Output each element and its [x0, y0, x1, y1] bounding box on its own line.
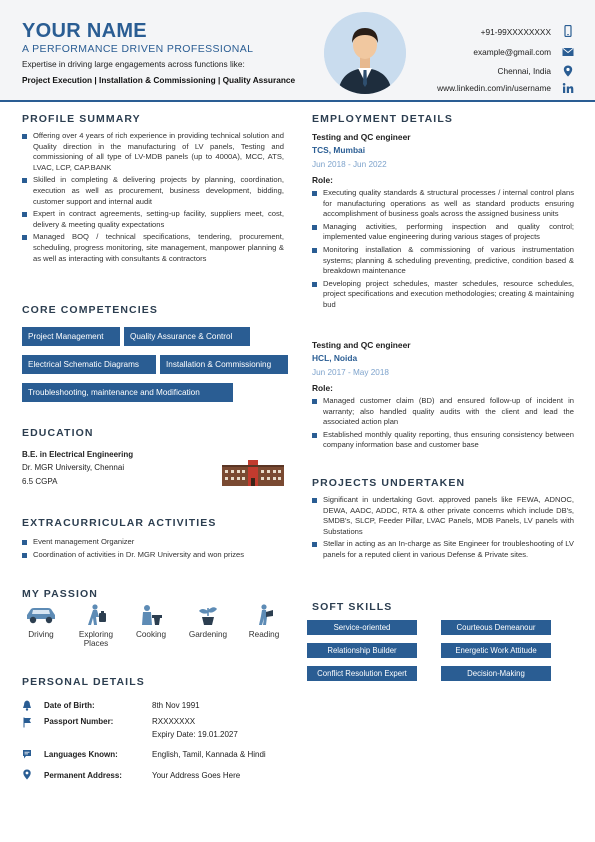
candidate-name: YOUR NAME [22, 20, 147, 42]
key-functions: Project Execution | Installation & Commissioning | Quality Assurance [22, 75, 296, 85]
contact-phone[interactable]: +91-99XXXXXXXX [480, 27, 551, 37]
list-item: Offering over 4 years of rich experience in providing technical solution and Quality direction in the manufacturing of LV panels, Testing and commissioning of all type of LV-MDB panels (up to 4000A), MCC, ATS, LVAC, LCP, CAP.BANK [22, 131, 284, 173]
job-role-label: Role: [312, 383, 333, 393]
job-dates: Jun 2018 - Jun 2022 [312, 160, 387, 169]
passion-gardening [183, 604, 233, 639]
degree: B.E. in Electrical Engineering [22, 450, 134, 459]
passion-label: Reading [248, 630, 280, 639]
list-item: Expert in contract agreements, setting-up facility, suppliers meet, cost, delivery & meeting quality expectations [22, 209, 284, 230]
job-role-label: Role: [312, 175, 333, 185]
list-item: Significant in undertaking Govt. approved panels like FEWA, ADNOC, DEWA, AADC, ADDC, RTA & other private concerns which include DB's, SMDB's, SLCP, Feeder Pillar, LVAC Panels, MDB Panels, LV panels with Substations [312, 495, 574, 537]
plant-icon [195, 604, 221, 626]
passion-reading [239, 604, 289, 639]
address-label: Permanent Address: [44, 771, 122, 780]
calendar-bell-icon [22, 700, 32, 711]
expertise-intro: Expertise in driving large engagements across functions like: [22, 59, 245, 69]
list-item: Skilled in completing & delivering projects by planning, coordination, execution as well as procurement, business development, bidding, customer support and internal audit [22, 175, 284, 207]
list-item: Monitoring installation & commissioning of various instrumentation systems; planning & scheduling preventing, predictive, condition based & breakdown maintenance [312, 245, 574, 277]
list-item: Executing quality standards & structural processes / internal control plans for manufacturing operations as well as standard products ensuring accomplishment of business goals across the assigned business units [312, 188, 574, 220]
passion-exploring [71, 604, 121, 648]
job-title: Testing and QC engineer [312, 132, 411, 142]
projects-heading: PROJECTS UNDERTAKEN [312, 477, 466, 489]
passion-label: Driving [28, 630, 54, 639]
personal-details-heading: PERSONAL DETAILS [22, 676, 145, 688]
passport-label: Passport Number: [44, 717, 114, 726]
passion-label: Exploring Places [78, 630, 114, 648]
list-item: Managing activities, performing inspection and quality control; implemented value engineering during various stages of projects [312, 222, 574, 243]
language-icon [22, 749, 32, 760]
soft-skills-heading: SOFT SKILLS [312, 601, 393, 613]
soft-skill-chip: Conflict Resolution Expert [307, 666, 417, 681]
tagline: A PERFORMANCE DRIVEN PROFESSIONAL [22, 43, 254, 55]
passion-cooking [126, 604, 176, 639]
flag-icon [22, 717, 32, 728]
mobile-phone-icon [562, 25, 574, 37]
competency-chip: Quality Assurance & Control [124, 327, 250, 346]
passion-label: Cooking [135, 630, 167, 639]
core-competencies-heading: CORE COMPETENCIES [22, 304, 158, 316]
languages-label: Languages Known: [44, 750, 118, 759]
projects-list [312, 495, 574, 563]
extracurricular-heading: EXTRACURRICULAR ACTIVITIES [22, 517, 217, 529]
contact-location: Chennai, India [497, 66, 551, 76]
dob-label: Date of Birth: [44, 701, 95, 710]
soft-skill-chip: Energetic Work Attitude [441, 643, 551, 658]
list-item: Stellar in acting as an In-charge as Site Engineer for troubleshooting of LV panels for a reputed client in various Defense & Private sites. [312, 539, 574, 560]
grade: 6.5 CGPA [22, 477, 58, 486]
address-value: Your Address Goes Here [152, 771, 241, 780]
passion-driving [16, 604, 66, 639]
competency-chip: Project Management [22, 327, 120, 346]
list-item: Managed customer claim (BD) and ensured follow-up of incident in warranty; also handled quality audits with the client and lead the associated action plan [312, 396, 574, 428]
languages-value: English, Tamil, Kannada & Hindi [152, 750, 266, 759]
university: Dr. MGR University, Chennai [22, 463, 125, 472]
passion-label: Gardening [188, 630, 228, 639]
linkedin-icon [562, 82, 574, 94]
header-divider [0, 100, 595, 102]
competency-chip: Installation & Commissioning [160, 355, 288, 374]
profile-summary-list [22, 131, 284, 266]
location-pin-icon [562, 65, 574, 77]
soft-skill-chip: Courteous Demeanour [441, 620, 551, 635]
list-item: Established monthly quality reporting, thus ensuring consistency between company information base and customer base [312, 430, 574, 451]
job-title: Testing and QC engineer [312, 340, 411, 350]
job-company: TCS, Mumbai [312, 145, 366, 155]
passport-expiry: Expiry Date: 19.01.2027 [152, 730, 238, 739]
extracurricular-list [22, 537, 302, 562]
soft-skill-chip: Decision-Making [441, 666, 551, 681]
chef-icon [138, 604, 164, 626]
job-responsibilities [312, 396, 574, 453]
address-pin-icon [22, 769, 32, 780]
contact-linkedin[interactable]: www.linkedin.com/in/username [437, 83, 551, 93]
list-item: Event management Organizer [22, 537, 302, 548]
car-icon [24, 604, 58, 626]
email-icon [562, 46, 574, 58]
education-heading: EDUCATION [22, 427, 94, 439]
list-item: Managed BOQ / technical specifications, tendering, procurement, scheduling, progress monitoring, site management, manpower planning & as well as interacting with consultants & contractors [22, 232, 284, 264]
reading-person-icon [251, 604, 277, 626]
dob-value: 8th Nov 1991 [152, 701, 200, 710]
job-responsibilities [312, 188, 574, 313]
soft-skill-chip: Relationship Builder [307, 643, 417, 658]
job-company: HCL, Noida [312, 353, 358, 363]
job-dates: Jun 2017 - May 2018 [312, 368, 389, 377]
competency-chip: Electrical Schematic Diagrams [22, 355, 156, 374]
profile-summary-heading: PROFILE SUMMARY [22, 113, 141, 125]
traveler-icon [83, 604, 109, 626]
list-item: Developing project schedules, master schedules, resource schedules, project specifications and execution methodologies; creating & maintaining bud [312, 279, 574, 311]
list-item: Coordination of activities in Dr. MGR University and won prizes [22, 550, 302, 561]
university-building-icon [222, 460, 284, 486]
employment-heading: EMPLOYMENT DETAILS [312, 113, 453, 125]
passion-heading: MY PASSION [22, 588, 98, 600]
profile-photo [324, 12, 406, 94]
competency-chip: Troubleshooting, maintenance and Modification [22, 383, 233, 402]
passport-value: RXXXXXXX [152, 717, 196, 726]
contact-email[interactable]: example@gmail.com [473, 47, 551, 57]
soft-skill-chip: Service-oriented [307, 620, 417, 635]
avatar-icon [324, 12, 406, 94]
